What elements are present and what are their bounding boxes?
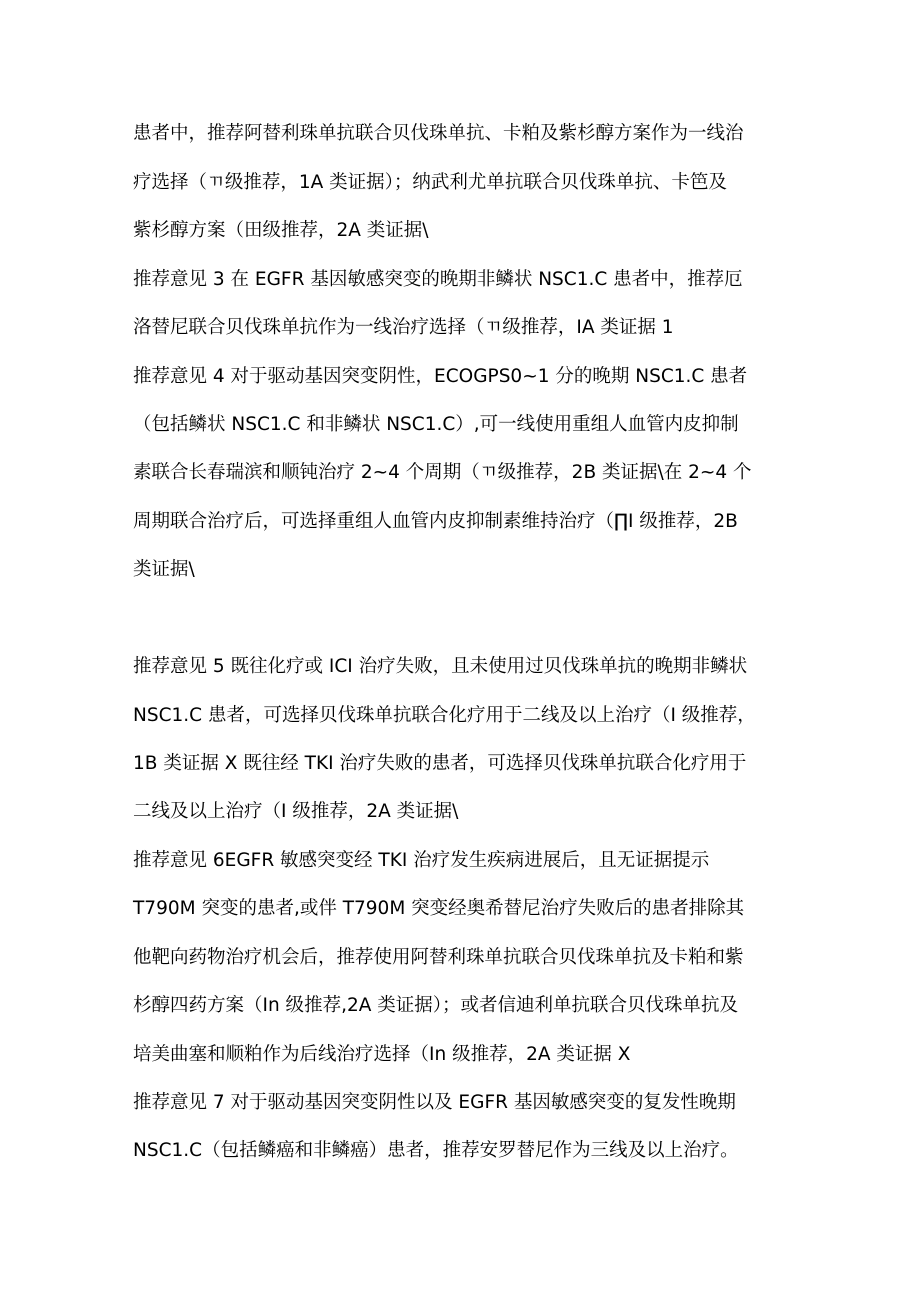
- text-line: T790M 突变的患者,或伴 T790M 突变经奥希替尼治疗失败后的患者排除其: [133, 898, 745, 919]
- text-line: 紫杉醇方案（田级推荐，2A 类证据\: [133, 220, 429, 241]
- text-line: 推荐意见 6EGFR 敏感突变经 TKI 治疗发生疾病进展后，且无证据提示: [133, 850, 710, 871]
- text-line: 二线及以上治疗（I 级推荐，2A 类证据\: [133, 801, 459, 822]
- text-line: 推荐意见 4 对于驱动基因突变阴性，ECOGPS0~1 分的晚期 NSC1.C 患者: [133, 366, 748, 387]
- text-line: NSC1.C 患者，可选择贝伐珠单抗联合化疗用于二线及以上治疗（I 级推荐，: [133, 705, 756, 726]
- text-line: 疗选择（ㄲ级推荐，1A 类证据）；纳武利尤单抗联合贝伐珠单抗、卡笆及: [133, 172, 727, 193]
- text-line: 周期联合治疗后，可选择重组人血管内皮抑制素维持治疗（∏I 级推荐，2B: [133, 511, 738, 532]
- text-line: 推荐意见 7 对于驱动基因突变阴性以及 EGFR 基因敏感突变的复发性晚期: [133, 1092, 736, 1113]
- text-line: NSC1.C（包括鳞癌和非鳞癌）患者，推荐安罗替尼作为三线及以上治疗。: [133, 1140, 739, 1161]
- text-line: 患者中，推荐阿替利珠单抗联合贝伐珠单抗、卡粕及紫杉醇方案作为一线治: [133, 123, 744, 144]
- text-line: 杉醇四药方案（In 级推荐,2A 类证据）；或者信迪利单抗联合贝伐珠单抗及: [133, 995, 739, 1016]
- text-line: 培美曲塞和顺粕作为后线治疗选择（In 级推荐，2A 类证据 X: [133, 1044, 631, 1065]
- text-line: 他靶向药物治疗机会后，推荐使用阿替利珠单抗联合贝伐珠单抗及卡粕和紫: [133, 947, 744, 968]
- text-line: 类证据\: [133, 559, 195, 580]
- text-line: 推荐意见 5 既往化疗或 ICI 治疗失败，且未使用过贝伐珠单抗的晚期非鳞状: [133, 656, 748, 677]
- text-line: （包括鳞状 NSC1.C 和非鳞状 NSC1.C）,可一线使用重组人血管内皮抑制: [133, 414, 739, 435]
- text-line: 推荐意见 3 在 EGFR 基因敏感突变的晚期非鳞状 NSC1.C 患者中，推荐厄: [133, 269, 743, 290]
- text-line: 素联合长春瑞滨和顺钝治疗 2~4 个周期（ㄲ级推荐，2B 类证据\在 2~4 个: [133, 462, 752, 483]
- text-line: 1B 类证据 X 既往经 TKI 治疗失败的患者，可选择贝伐珠单抗联合化疗用于: [133, 753, 747, 774]
- text-line: 洛替尼联合贝伐珠单抗作为一线治疗选择（ㄲ级推荐，IA 类证据 1: [133, 317, 674, 338]
